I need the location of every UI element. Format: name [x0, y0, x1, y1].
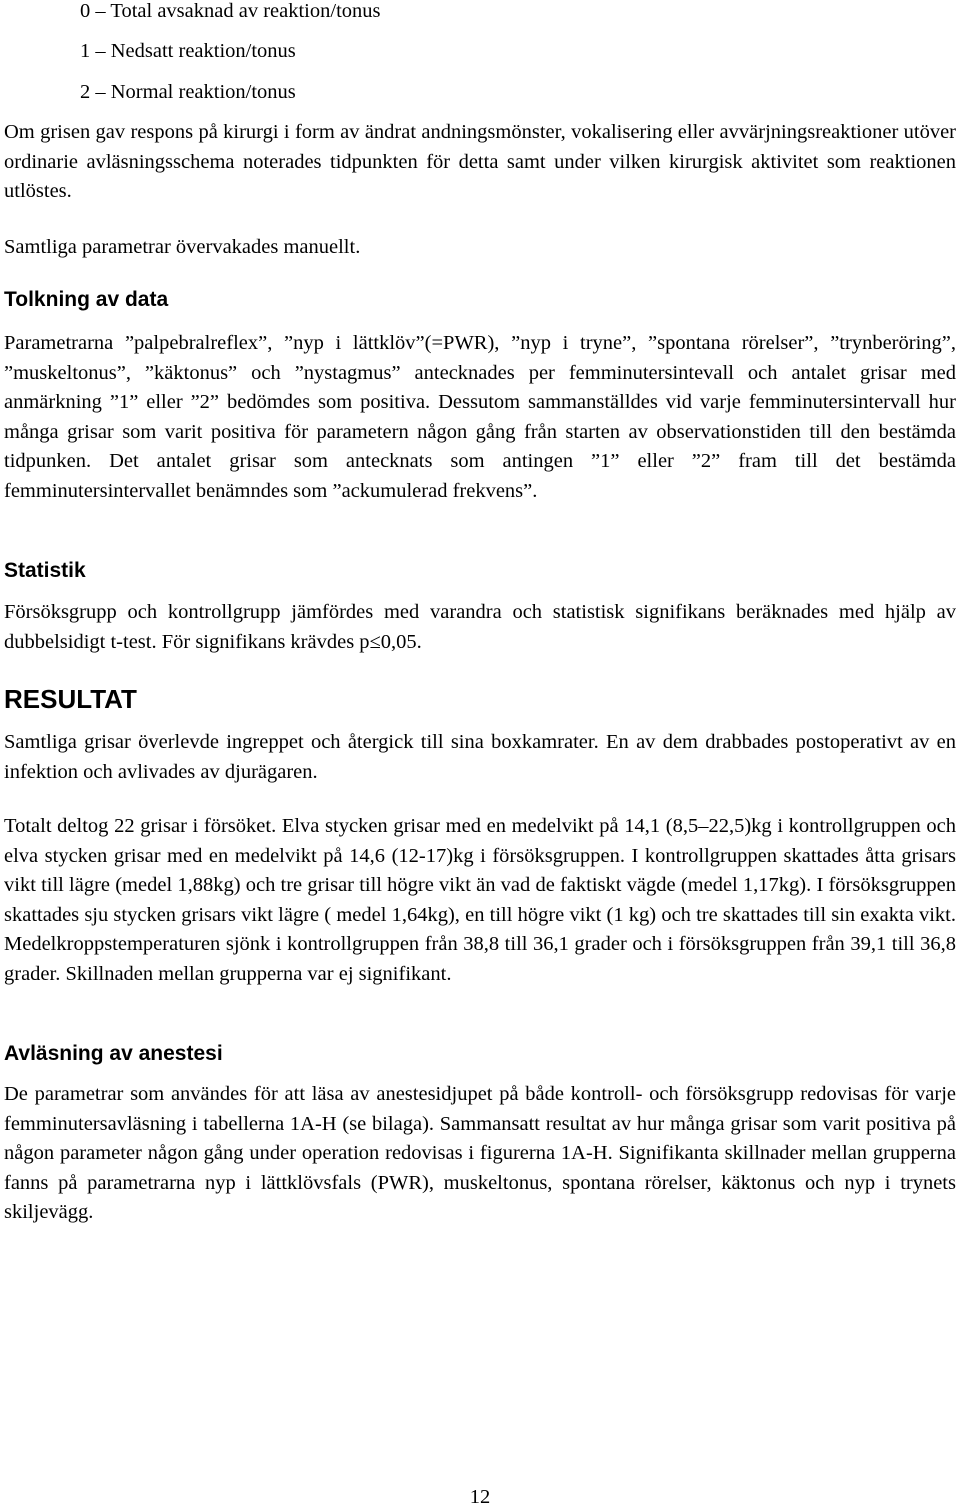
- resultat-paragraph-weights: Totalt deltog 22 grisar i försöket. Elva stycken grisar med en medelvikt på 14,1 (8,5–22,5)kg i kontrollgruppen och elva stycken grisar med en medelvikt på 14,6 (12-17)kg i försöksgruppen. I kontrollgruppen skattades åtta grisars vikt till lägre (medel 1,88kg) och tre grisar till högre vikt än vad de faktiskt vägde (medel 1,17kg). I försöksgruppen skattades sju stycken grisars vikt lägre ( medel 1,64kg), en till högre vikt (1 kg) och tre skattades till sin exakta vikt. Medelkroppstemperaturen sjönk i kontrollgruppen från 38,8 till 36,1 grader och i försöksgruppen från 39,1 till 36,8 grader. Skillnaden mellan grupperna var ej signifikant.: [4, 815, 956, 985]
- tolkning-paragraph: Parametrarna ”palpebralreflex”, ”nyp i lättklöv”(=PWR), ”nyp i tryne”, ”spontana rörelser”, ”trynberöring”, ”muskeltonus”, ”käktonus” och ”nystagmus” antecknades per femminutersintevall och antalet grisar med anmärkning ”1” eller ”2” bedömdes som positiva. Dessutom sammanställdes vid varje femminutersintervall hur många grisar som varit positiva för parametern någon gång från starten av observationstiden till den bestämda tidpunken. Det antalet grisar som antecknats som antingen ”1” eller ”2” fram till det bestämda femminutersintervallet benämndes som ”ackumulerad frekvens”.: [4, 332, 956, 502]
- heading-resultat: RESULTAT: [4, 684, 137, 714]
- page-number: 12: [469, 1486, 491, 1508]
- heading-statistik: Statistik: [4, 559, 86, 582]
- intro-paragraph-manual: Samtliga parametrar övervakades manuellt.: [4, 236, 361, 258]
- avlasning-paragraph: De parametrar som användes för att läsa av anestesidjupet på både kontroll- och försöksgrupp redovisas för varje femminutersavläsning i tabellerna 1A-H (se bilaga). Sammansatt resultat av hur många grisar som varit positiva på någon parameter någon gång under operation redovisas i figurerna 1A-H. Signifikanta skillnader mellan grupperna fanns på parametrarna nyp i lättklövsfals (PWR), muskeltonus, spontana rörelser, käktonus och nyp i trynets skiljevägg.: [4, 1083, 956, 1223]
- statistik-paragraph: Försöksgrupp och kontrollgrupp jämfördes med varandra och statistisk signifikans beräknades med hjälp av dubbelsidigt t-test. För signifikans krävdes p≤0,05.: [4, 601, 956, 653]
- intro-paragraph-response: Om grisen gav respons på kirurgi i form av ändrat andningsmönster, vokalisering eller avvärjningsreaktioner utöver ordinarie avläsningsschema noterades tidpunkten för detta samt under vilken kirurgisk aktivitet som reaktionen utlöstes.: [4, 121, 956, 202]
- scale-item-1: 1 – Nedsatt reaktion/tonus: [80, 40, 296, 62]
- heading-tolkning: Tolkning av data: [4, 288, 169, 311]
- resultat-paragraph-survival: Samtliga grisar överlevde ingreppet och återgick till sina boxkamrater. En av dem drabbades postoperativt av en infektion och avlivades av djurägaren.: [4, 731, 956, 783]
- scale-item-0: 0 – Total avsaknad av reaktion/tonus: [80, 0, 381, 22]
- heading-avlasning: Avläsning av anestesi: [4, 1042, 223, 1065]
- scale-item-2: 2 – Normal reaktion/tonus: [80, 81, 296, 103]
